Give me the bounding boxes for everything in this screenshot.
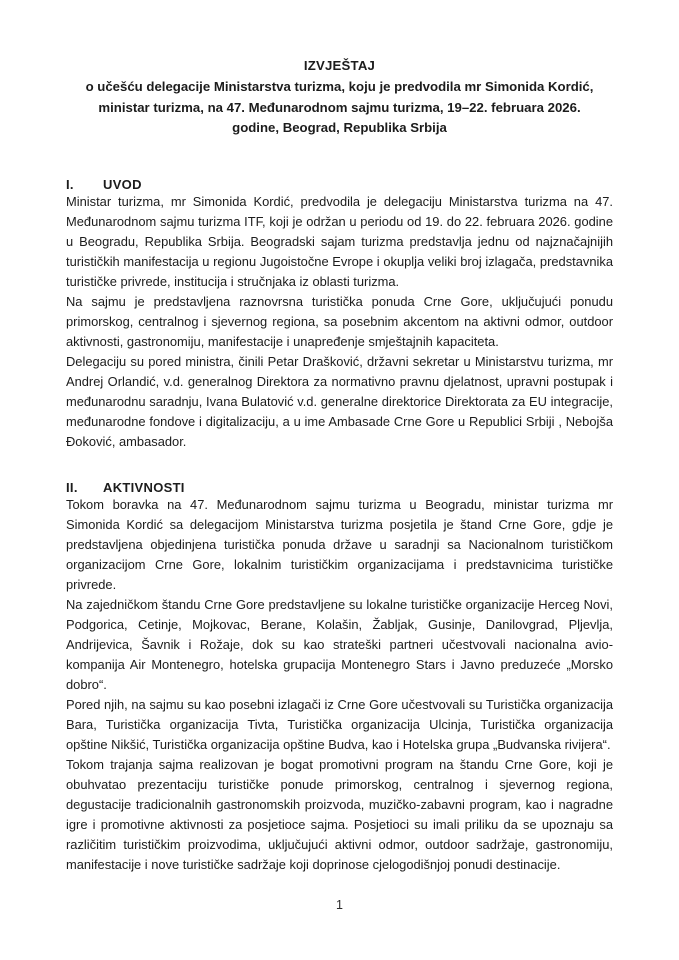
paragraph-uvod-1: Ministar turizma, mr Simonida Kordić, predvodila je delegaciju Ministarstva turizma na 47. Međunarodnom sajmu turizma ITF, koji je održan u periodu od 19. do 22. februara 2026. godine u Beogradu, Republika Srbija. Beogradski sajam turizma predstavlja jednu od najznačajnijih turističkih manifestacija u regionu Jugoistočne Evrope i okuplja veliki broj izlagača, predstavnika turističke privrede, institucija i stručnjaka iz oblasti turizma. bbox=[66, 193, 613, 289]
paragraph-uvod-3: Delegaciju su pored ministra, činili Petar Drašković, državni sekretar u Ministarstvu turizma, mr Andrej Orlandić, v.d. generalnog Direktora za normativno pravnu djelatnost, upravni postupak i međunarodnu saradnju, Ivana Bulatović v.d. generalne direktorice Direktorata za EU integracije, međunarodne fondove i digitalizaciju, a u ime Ambasade Crne Gore u Republici Srbiji , Nebojša Đoković, ambasador. bbox=[66, 353, 613, 449]
document-title-block bbox=[66, 56, 613, 139]
page-number: 1 bbox=[336, 898, 343, 912]
paragraph-aktivnosti-3: Pored njih, na sajmu su kao posebni izlagači iz Crne Gore učestvovali su Turistička organizacija Bara, Turistička organizacija Tivta, Turistička organizacija Ulcinja, Turistička organizacija opštine Nikšić, Turistička organizacija opštine Budva, kao i Hotelska grupa „Budvanska rivijera“. bbox=[66, 696, 613, 752]
paragraph-aktivnosti-1: Tokom boravka na 47. Međunarodnom sajmu turizma u Beogradu, ministar turizma mr Simonida Kordić sa delegacijom Ministarstva turizma posjetila je štand Crne Gore, gdje je predstavljena objedinjena turistička ponuda države u saradnji sa Nacionalnom turističkom organizacijom Crne Gore, lokalnim turističkim organizacijama i predstavnicima turističke privrede. bbox=[66, 496, 613, 592]
paragraph-uvod-2: Na sajmu je predstavljena raznovrsna turistička ponuda Crne Gore, uključujući ponudu primorskog, centralnog i sjevernog regiona, sa posebnim akcentom na aktivni odmor, outdoor aktivnosti, gastronomiju, manifestacije i unapređenje smještajnih kapaciteta. bbox=[66, 293, 613, 349]
section-numeral-1: I. bbox=[66, 176, 74, 192]
section-heading-uvod bbox=[66, 177, 613, 192]
section-heading-aktivnosti bbox=[66, 480, 613, 495]
section-title-aktivnosti: AKTIVNOSTI bbox=[103, 479, 185, 495]
document-title-main: IZVJEŠTAJ bbox=[303, 58, 376, 73]
section-numeral-2: II. bbox=[66, 479, 78, 495]
paragraph-aktivnosti-2: Na zajedničkom štandu Crne Gore predstavljene su lokalne turističke organizacije Herceg Novi, Podgorica, Cetinje, Mojkovac, Berane, Kolašin, Žabljak, Gusinje, Danilovgrad, Pljevlja, Andrijevica, Šavnik i Rožaje, dok su kao strateški partneri učestvovali nacionalna avio-kompanija Air Montenegro, hotelska grupacija Montenegro Stars i Javno preduzeće „Morsko dobro“. bbox=[66, 596, 613, 692]
paragraph-aktivnosti-4: Tokom trajanja sajma realizovan je bogat promotivni program na štandu Crne Gore, koji je obuhvatao prezentaciju turističke ponude primorskog, centralnog i sjevernog regiona, degustacije tradicionalnih gastronomskih proizvoda, muzičko-zabavni program, kao i nagradne igre i promotivne aktivnosti za posjetioce sajma. Posjetioci su imali priliku da se upoznaju sa različitim turističkim proizvodima, uključujući aktivni odmor, outdoor sadržaje, gastronomiju, manifestacije i nove turističke sadržaje koji doprinose cjelogodišnjoj ponudi destinacije. bbox=[66, 756, 613, 872]
section-title-uvod: UVOD bbox=[103, 176, 142, 192]
document-content bbox=[66, 0, 613, 875]
document-title-subtitle: o učešću delegacije Ministarstva turizma, koju je predvodila mr Simonida Kordić, ministar turizma, na 47. Međunarodnom sajmu turizma, 19–22. februara 2026. godine, Beograd, Republika Srbija bbox=[85, 79, 594, 135]
